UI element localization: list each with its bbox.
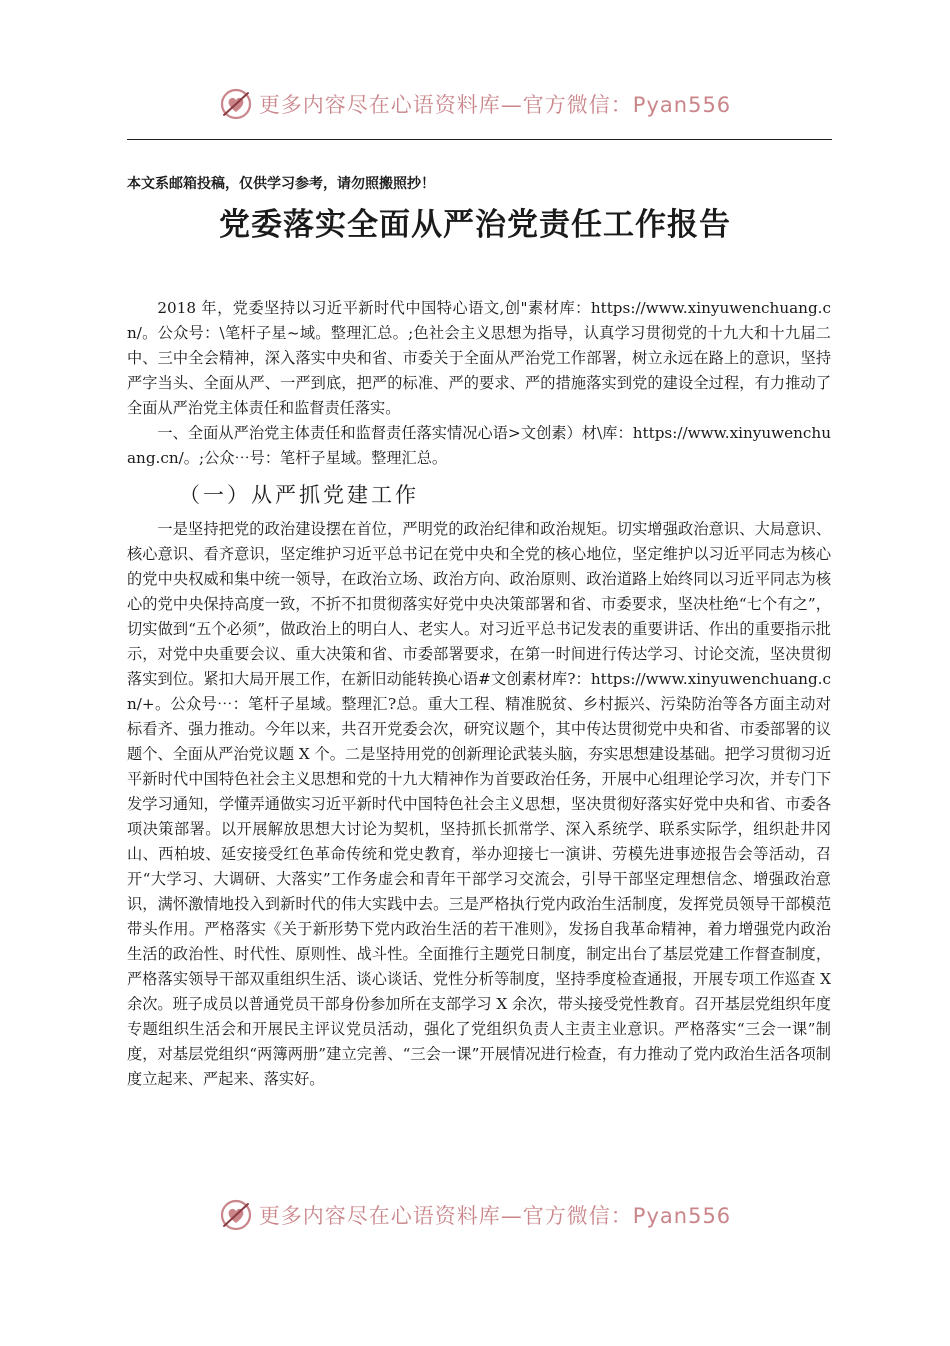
section-heading: （一）从严抓党建工作: [179, 483, 419, 507]
party-building-paragraph: 一是坚持把党的政治建设摆在首位，严明党的政治纪律和政治规矩。切实增强政治意识、大局意识、核心意识、看齐意识，坚定维护习近平总书记在党中央和全党的核心地位，坚定维护以习近平同志为核心的党中央权威和集中统一领导，在政治立场、政治方向、政治原则、政治道路上始终同以习近平同志为核心的党中央保持高度一致，不折不扣贯彻落实好党中央决策部署和省、市委要求，坚决杜绝“七个有之”，切实做到“五个必须”，做政治上的明白人、老实人。对习近平总书记发表的重要讲话、作出的重要指示批示，对党中央重要会议、重大决策和省、市委部署要求，在第一时间进行传达学习、讨论交流，坚决贯彻落实到位。紧扣大局开展工作，在新旧动能转换心语#文创素材库?：https://www.xinyuwenchuang.cn/+。公众号⋯：笔杆子星域。整理汇?总。重大工程、精准脱贫、乡村振兴、污染防治等各方面主动对标看齐、强力推动。今年以来，共召开党委会次，研究议题个，其中传达贯彻党中央和省、市委部署的议题个、全面从严治党议题 X 个。二是坚持用党的创新理论武装头脑，夯实思想建设基础。把学习贯彻习近平新时代中国特色社会主义思想和党的十九大精神作为首要政治任务，开展中心组理论学习次，并专门下发学习通知，学懂弄通做实习近平新时代中国特色社会主义思想，坚决贯彻好落实好党中央和省、市委各项决策部署。以开展解放思想大讨论为契机，坚持抓长抓常学、深入系统学、联系实际学，组织赴井冈山、西柏坡、延安接受红色革命传统和党史教育，举办迎接七一演讲、劳模先进事迹报告会等活动，召开“大学习、大调研、大落实”工作务虚会和青年干部学习交流会，引导干部坚定理想信念、增强政治意识，满怀激情地投入到新时代的伟大实践中去。三是严格执行党内政治生活制度，发挥党员领导干部模范带头作用。严格落实《关于新形势下党内政治生活的若干准则》，发扬自我革命精神，着力增强党内政治生活的政治性、时代性、原则性、战斗性。全面推行主题党日制度，制定出台了基层党建工作督查制度，严格落实领导干部双重组织生活、谈心谈话、党性分析等制度，坚持季度检查通报，开展专项工作巡查 X 余次。班子成员以普通党员干部身份参加所在支部学习 X 余次，带头接受党性教育。召开基层党组织年度专题组织生活会和开展民主评议党员活动，强化了党组织负责人主责主业意识。严格落实“三会一课”制度，对基层党组织“两簿两册”建立完善、“三会一课”开展情况进行检查，有力推动了党内政治生活各项制度立起来、严起来、落实好。: [127, 520, 831, 1088]
heart-stamp-logo-icon: [219, 1198, 253, 1232]
heart-stamp-logo-icon: [219, 87, 253, 121]
footer-banner-text: 更多内容尽在心语资料库—官方微信：Pyan556: [258, 1204, 732, 1228]
section-one-paragraph: 一、全面从严治党主体责任和监督责任落实情况心语>文创素）材\库：https://www.xinyuwenchuang.cn/。;公众⋯号：笔杆子星域。整理汇总。: [127, 424, 831, 467]
header-divider: [127, 139, 832, 140]
header-banner: [0, 82, 950, 126]
page-title: 党委落实全面从严治党责任工作报告: [219, 207, 731, 243]
header-banner-text: 更多内容尽在心语资料库—官方微信：Pyan556: [258, 93, 732, 117]
submission-notice: 本文系邮箱投稿，仅供学习参考，请勿照搬照抄！: [127, 176, 435, 192]
intro-paragraph: 2018 年，党委坚持以习近平新时代中国特心语文,创"素材库：https://www.xinyuwenchuang.cn/。公众号：\笔杆子星~域。整理汇总。;色社会主义思想为指导，认真学习贯彻党的十九大和十九届二中、三中全会精神，深入落实中央和省、市委关于全面从严治党工作部署，树立永远在路上的意识，坚持严字当头、全面从严、一严到底，把严的标准、严的要求、严的措施落实到党的建设全过程，有力推动了全面从严治党主体责任和监督责任落实。: [127, 299, 831, 417]
footer-banner: [0, 1193, 950, 1237]
report-body: [127, 296, 831, 1092]
